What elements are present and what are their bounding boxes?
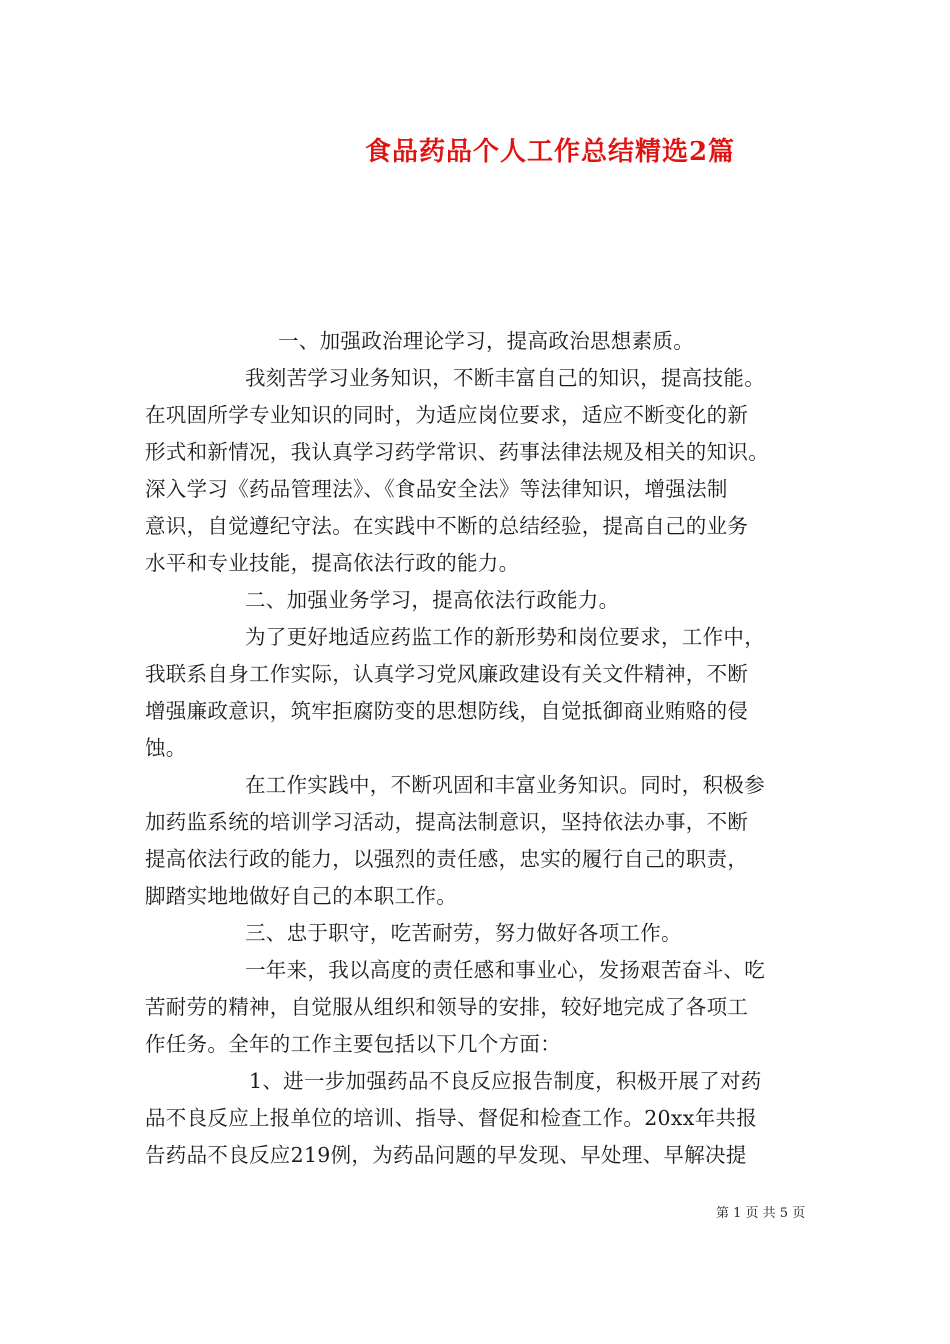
list-item: 1、进一步加强药品不良反应报告制度，积极开展了对药 [249,1069,762,1093]
paragraph-line: 我刻苦学习业务知识，不断丰富自己的知识，提高技能。 [245,366,765,390]
paragraph-line: 告药品不良反应219例，为药品问题的早发现、早处理、早解决提 [145,1143,747,1167]
paragraph-line: 品不良反应上报单位的培训、指导、督促和检查工作。20xx年共报 [145,1106,758,1130]
paragraph-line: 苦耐劳的精神，自觉服从组织和领导的安排，较好地完成了各项工 [145,995,749,1019]
paragraph-line: 提高依法行政的能力，以强烈的责任感，忠实的履行自己的职责， [145,847,749,871]
paragraph-line: 在工作实践中，不断巩固和丰富业务知识。同时，积极参 [245,773,765,797]
paragraph-line: 作任务。全年的工作主要包括以下几个方面： [145,1032,561,1056]
paragraph-line: 为了更好地适应药监工作的新形势和岗位要求，工作中， [245,625,765,649]
paragraph-line: 我联系自身工作实际，认真学习党风廉政建设有关文件精神，不断 [145,662,749,686]
paragraph-line: 深入学习《药品管理法》、《食品安全法》等法律知识，增强法制 [145,477,728,501]
paragraph-line: 一年来，我以高度的责任感和事业心，发扬艰苦奋斗、吃 [245,958,765,982]
section-heading: 二、加强业务学习，提高依法行政能力。 [245,588,620,612]
paragraph-line: 水平和专业技能，提高依法行政的能力。 [145,551,520,575]
section-heading: 一、加强政治理论学习，提高政治思想素质。 [278,329,694,353]
page-number-footer: 第 1 页 共 5 页 [716,1206,806,1221]
paragraph-line: 意识，自觉遵纪守法。在实践中不断的总结经验，提高自己的业务 [145,514,749,538]
paragraph-line: 形式和新情况，我认真学习药学常识、药事法律法规及相关的知识。 [145,440,769,464]
paragraph-line: 增强廉政意识，筑牢拒腐防变的思想防线，自觉抵御商业贿赂的侵 [145,699,749,723]
document-title: 食品药品个人工作总结精选2篇 [364,137,736,167]
paragraph-line: 蚀。 [145,736,187,760]
paragraph-line: 脚踏实地地做好自己的本职工作。 [145,884,457,908]
paragraph-line: 在巩固所学专业知识的同时，为适应岗位要求，适应不断变化的新 [145,403,749,427]
section-heading: 三、忠于职守，吃苦耐劳，努力做好各项工作。 [245,921,682,945]
paragraph-line: 加药监系统的培训学习活动，提高法制意识，坚持依法办事，不断 [145,810,749,834]
document-body [145,323,820,1174]
